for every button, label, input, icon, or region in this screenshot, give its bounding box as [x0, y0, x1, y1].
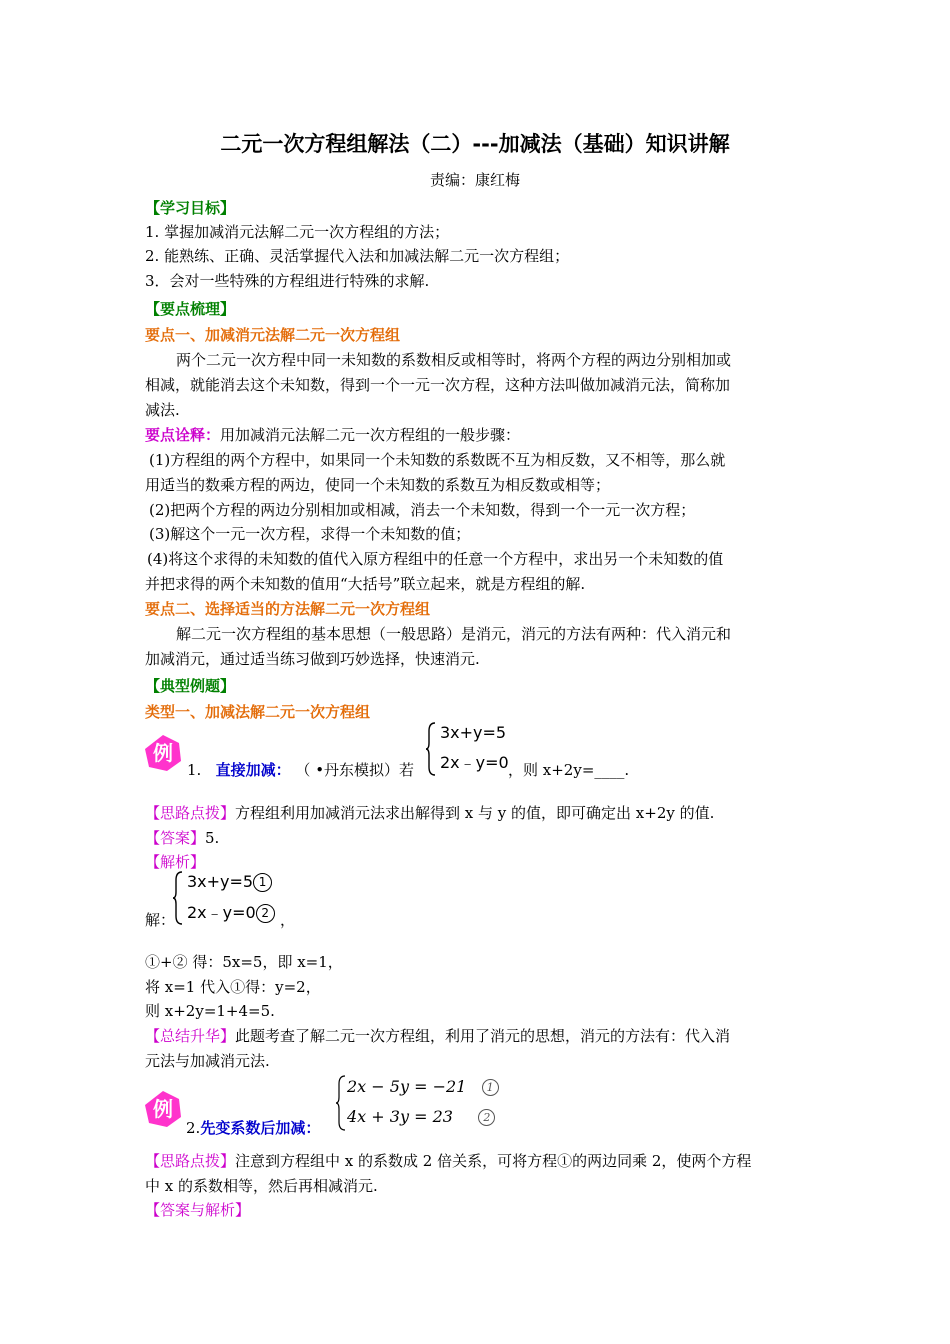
ex2-eq1 — [347, 1077, 499, 1097]
step-line: (3)解这个一元一次方程，求得一个未知数的值； — [149, 525, 471, 543]
point-note — [145, 425, 520, 445]
ex1-eq2: 2x﹣y=0 — [440, 753, 509, 772]
example-badge-icon — [143, 1089, 183, 1129]
goal-item: 1. 掌握加减消元法解二元一次方程组的方法； — [145, 223, 450, 241]
step-line: (4)将这个求得的未知数的值代入原方程组中的任意一个方程中，求出另一个未知数的值 — [147, 550, 724, 568]
ex1-answer — [145, 828, 219, 848]
hint-label: 【思路点拨】 — [145, 804, 236, 822]
circled-one-icon: 1 — [482, 1079, 499, 1096]
left-brace-icon — [172, 870, 184, 926]
answer-text: 5. — [205, 829, 220, 847]
example-number: 2. — [186, 1119, 201, 1137]
hint-text: 注意到方程组中 x 的系数成 2 倍关系，可将方程①的两边同乘 2，使两个方程 — [235, 1152, 752, 1170]
solve-line: 将 x=1 代入①得：y=2， — [145, 978, 321, 996]
solve-eq1 — [187, 872, 272, 892]
solve-eq2-text: 2x﹣y=0 — [187, 903, 256, 922]
summary-line — [145, 1026, 730, 1046]
examples-header: 【典型例题】 — [145, 677, 236, 695]
answer-analysis-label: 【答案与解析】 — [145, 1201, 251, 1219]
circled-two-icon: 2 — [478, 1109, 495, 1126]
example2-prompt — [186, 1118, 320, 1138]
summary-label: 【总结升华】 — [145, 1027, 236, 1045]
solve-prefix: 解： — [145, 911, 176, 929]
point2-title: 要点二、选择适当的方法解二元一次方程组 — [145, 600, 431, 618]
analysis-label: 【解析】 — [145, 853, 206, 871]
summary-text: 此题考查了解二元一次方程组，利用了消元的思想，消元的方法有：代入消 — [235, 1027, 731, 1045]
example1-label: 直接加减： — [215, 761, 291, 779]
circled-two-icon: 2 — [256, 904, 275, 923]
circled-one-icon: 1 — [253, 873, 272, 892]
step-line: (2)把两个方程的两边分别相加或相减，消去一个未知数，得到一个一元一次方程； — [149, 501, 696, 519]
left-brace-icon — [425, 721, 437, 777]
point1-line: 相减，就能消去这个未知数，得到一个一元一次方程，这种方法叫做加减消元法，简称加 — [145, 376, 731, 394]
example1-prompt — [187, 760, 414, 780]
point-note-text: 用加减消元法解二元一次方程组的一般步骤： — [220, 426, 521, 444]
solve-eq1-text: 3x+y=5 — [187, 872, 254, 891]
summary-line: 元法与加减消元法. — [145, 1052, 270, 1070]
point1-line: 减法. — [145, 401, 180, 419]
goals-header: 【学习目标】 — [145, 199, 236, 217]
hint-text: 方程组利用加减消元法求出解得到 x 与 y 的值，即可确定出 x+2y 的值. — [235, 804, 715, 822]
example2-label: 先变系数后加减： — [200, 1119, 321, 1137]
example1-source: （ •丹东模拟）若 — [295, 761, 415, 779]
badge-char: 例 — [153, 1097, 173, 1121]
editor-credit: 责编：康红梅 — [429, 171, 520, 189]
ex2-eq2 — [347, 1107, 495, 1127]
ex2-eq1-text: 2x − 5y = −21 — [347, 1077, 467, 1096]
solve-eq2 — [187, 900, 275, 923]
point2-line: 解二元一次方程组的基本思想（一般思路）是消元，消元的方法有两种：代入消元和 — [176, 625, 732, 643]
ex2-hint — [145, 1151, 751, 1171]
example-badge-icon — [143, 733, 183, 773]
point1-line: 两个二元一次方程中同一未知数的系数相反或相等时，将两个方程的两边分别相加或 — [176, 351, 732, 369]
ex1-hint — [145, 803, 714, 823]
solve-comma: ， — [280, 911, 296, 929]
points-header: 【要点梳理】 — [145, 300, 236, 318]
ex1-tail: ，则 x+2y=____. — [508, 761, 630, 779]
goal-item: 3．会对一些特殊的方程组进行特殊的求解. — [145, 272, 430, 290]
type1-title: 类型一、加减法解二元一次方程组 — [145, 703, 371, 721]
hint-label: 【思路点拨】 — [145, 1152, 236, 1170]
point1-title: 要点一、加减消元法解二元一次方程组 — [145, 326, 401, 344]
step-line: 用适当的数乘方程的两边，使同一个未知数的系数互为相反数或相等； — [145, 476, 611, 494]
solve-line: 则 x+2y=1+4=5. — [145, 1002, 275, 1020]
answer-label: 【答案】 — [145, 829, 206, 847]
ex2-eq2-text: 4x + 3y = 23 — [347, 1107, 453, 1126]
page-title: 二元一次方程组解法（二）---加减法（基础）知识讲解 — [220, 132, 730, 156]
point2-line: 加减消元，通过适当练习做到巧妙选择，快速消元. — [145, 650, 480, 668]
ex2-hint-line: 中 x 的系数相等，然后再相减消元. — [145, 1177, 378, 1195]
left-brace-icon — [335, 1074, 347, 1132]
solve-line: ①+② 得：5x=5，即 x=1， — [145, 953, 343, 971]
ex1-eq1: 3x+y=5 — [440, 723, 507, 742]
badge-char: 例 — [153, 741, 173, 765]
step-line: 并把求得的两个未知数的值用“大括号”联立起来，就是方程组的解. — [145, 575, 586, 593]
goal-item: 2. 能熟练、正确、灵活掌握代入法和加减法解二元一次方程组； — [145, 247, 570, 265]
point-note-label: 要点诠释： — [145, 426, 221, 444]
example-number: 1. — [187, 761, 202, 779]
step-line: (1)方程组的两个方程中，如果同一个未知数的系数既不互为相反数，又不相等，那么就 — [149, 451, 726, 469]
